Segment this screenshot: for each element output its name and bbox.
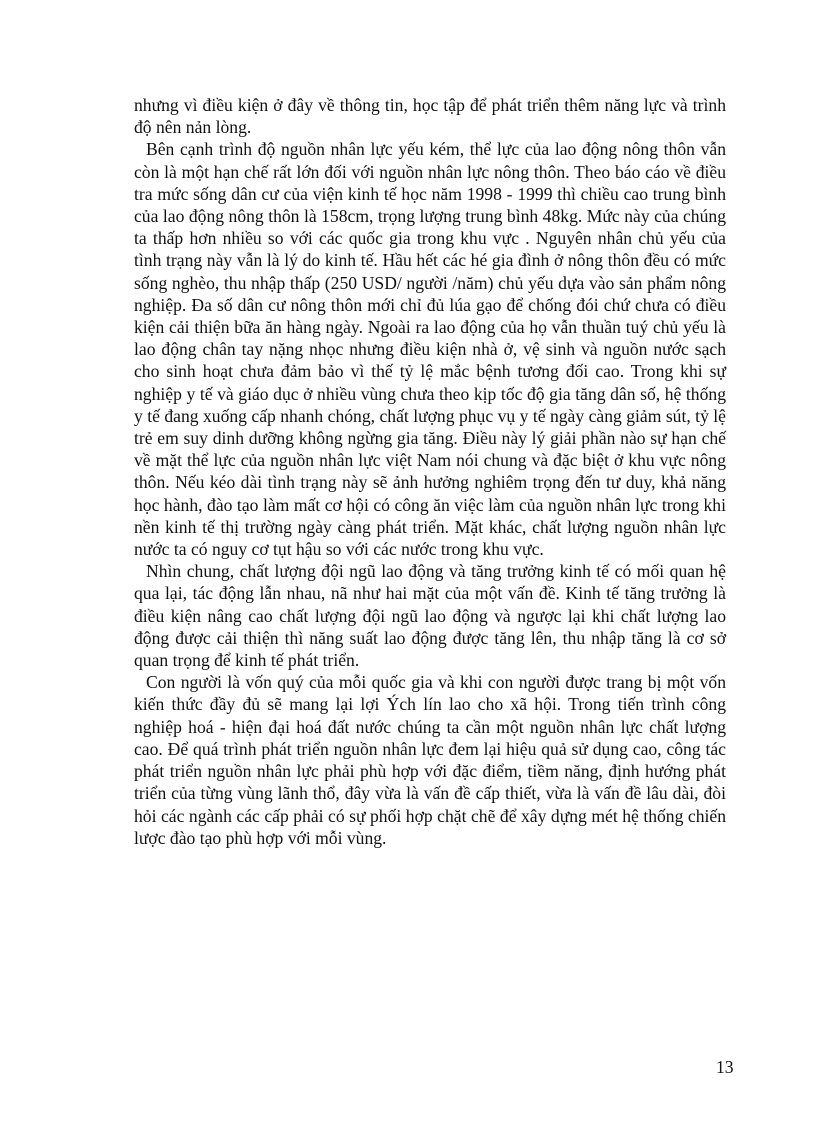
paragraph-growth-relation: Nhìn chung, chất lượng đội ngũ lao động và tăng trưởng kinh tế có mối quan hệ qua lại, tác động lẫn nhau, nã như hai mặt của một vấn đề. Kinh tế tăng trưởng là điều kiện nâng cao chất lượng đội ngũ lao động và ngược lại khi chất lượng lao động được cải thiện thì năng suất lao động được tăng lên, thu nhập tăng là cơ sở quan trọng để kinh tế phát triển. (134, 561, 726, 671)
paragraph-human-capital: Con người là vốn quý của mỗi quốc gia và khi con người được trang bị một vốn kiến thức đầy đủ sẽ mang lại lợi Ých lín lao cho xã hội. Trong tiến trình công nghiệp hoá - hiện đại hoá đất nước chúng ta cần một nguồn nhân lực chất lượng cao. Để quá trình phát triển nguồn nhân lực đem lại hiệu quả sử dụng cao, công tác phát triển nguồn nhân lực phải phù hợp với đặc điểm, tiềm năng, định hướng phát triển của từng vùng lãnh thổ, đây vừa là vấn đề cấp thiết, vừa là vấn đề lâu dài, đòi hỏi các ngành các cấp phải có sự phối hợp chặt chẽ để xây dựng mét hệ thống chiến lược đào tạo phù hợp với mỗi vùng. (134, 672, 726, 848)
paragraph-physical-strength: Bên cạnh trình độ nguồn nhân lực yếu kém, thể lực của lao động nông thôn vẫn còn là một hạn chế rất lớn đối với nguồn nhân lực nông thôn. Theo báo cáo về điều tra mức sống dân cư của viện kinh tế học năm 1998 - 1999 thì chiều cao trung bình của lao động nông thôn là 158cm, trọng lượng trung bình 48kg. Mức này của chúng ta thấp hơn nhiều so với các quốc gia trong khu vực . Nguyên nhân chủ yếu của tình trạng này vẫn là lý do kinh tế. Hầu hết các hé gia đình ở nông thôn đều có mức sống nghèo, thu nhập thấp (250 USD/ người /năm) chủ yếu dựa vào sản phẩm nông nghiệp. Đa số dân cư nông thôn mới chỉ đủ lúa gạo để chống đói chứ chưa có điều kiện cải thiện bữa ăn hàng ngày. Ngoài ra lao động của họ vẫn thuần tuý chủ yếu là lao động chân tay nặng nhọc nhưng điều kiện nhà ở, vệ sinh và nguồn nước sạch cho sinh hoạt chưa đảm bảo vì thế tỷ lệ mắc bệnh tương đối cao. Trong khi sự nghiệp y tế và giáo dục ở nhiều vùng chưa theo kịp tốc độ gia tăng dân số, hệ thống y tế đang xuống cấp nhanh chóng, chất lượng phục vụ y tế ngày càng giảm sút, tỷ lệ trẻ em suy dinh dưỡng không ngừng gia tăng. Điều này lý giải phần nào sự hạn chế về mặt thể lực của nguồn nhân lực việt Nam nói chung và đặc biệt ở khu vực nông thôn. Nếu kéo dài tình trạng này sẽ ảnh hưởng nghiêm trọng đến tư duy, khả năng học hành, đào tạo làm mất cơ hội có công ăn việc làm của nguồn nhân lực trong khi nền kinh tế thị trường ngày càng phát triển. Mặt khác, chất lượng nguồn nhân lực nước ta có nguy cơ tụt hậu so với các nước trong khu vực. (134, 139, 726, 560)
page-number: 13 (716, 1057, 734, 1077)
paragraph-continuation: nhưng vì điều kiện ở đây về thông tin, học tập để phát triển thêm năng lực và trình độ nên nản lòng. (134, 95, 726, 138)
document-body (134, 94, 726, 849)
